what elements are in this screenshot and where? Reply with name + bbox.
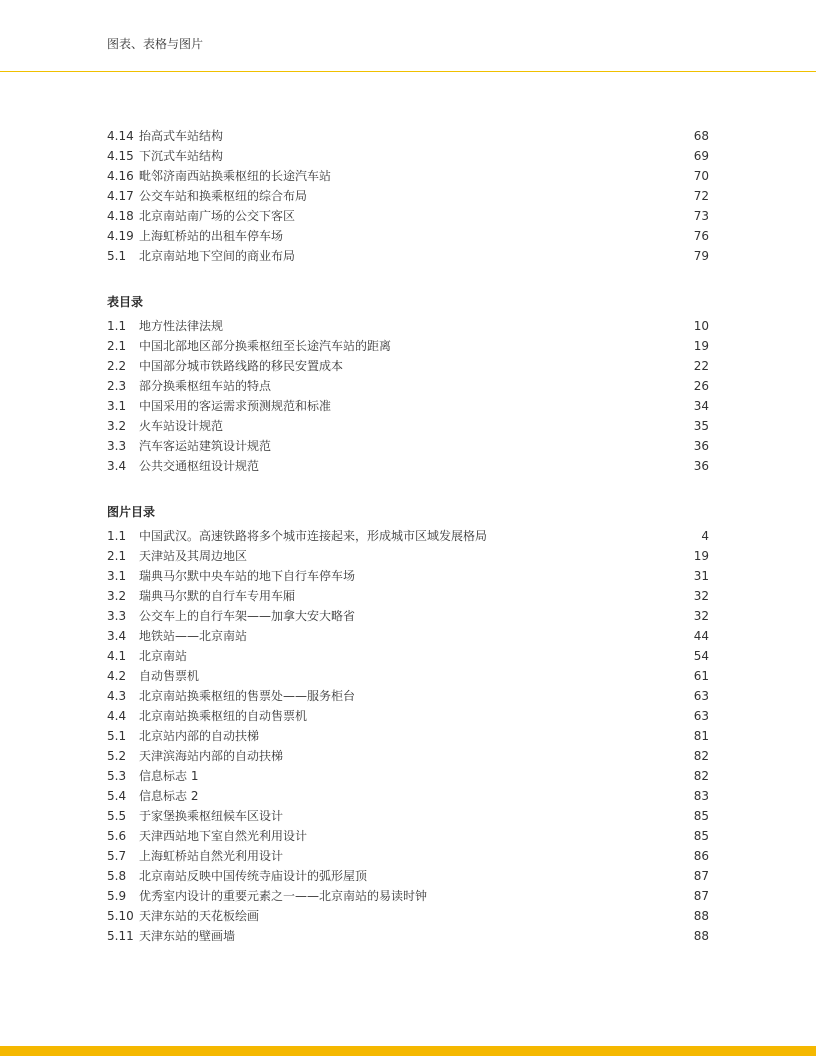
- entry-number: 3.4: [107, 629, 127, 643]
- entry-number: 5.4: [107, 789, 127, 803]
- entry-page-number: 76: [693, 229, 709, 243]
- list-item[interactable]: [107, 246, 709, 266]
- entry-number: 4.16: [107, 169, 134, 183]
- list-item[interactable]: [107, 626, 709, 646]
- list-item[interactable]: [107, 396, 709, 416]
- entry-title: 地方性法律法规: [139, 319, 224, 333]
- tables-heading: 表目录: [107, 295, 144, 309]
- entry-title: 公交车站和换乘枢纽的综合布局: [139, 189, 308, 203]
- entry-page-number: 88: [693, 929, 709, 943]
- entry-page-number: 79: [693, 249, 709, 263]
- entry-page-number: 36: [693, 439, 709, 453]
- entry-title: 公交车上的自行车架——加拿大安大略省: [139, 609, 356, 623]
- entry-number: 5.9: [107, 889, 127, 903]
- entry-number: 5.3: [107, 769, 127, 783]
- entry-page-number: 32: [693, 609, 709, 623]
- entry-page-number: 73: [693, 209, 709, 223]
- entry-title: 抬高式车站结构: [139, 129, 224, 143]
- list-item[interactable]: [107, 746, 709, 766]
- entry-page-number: 10: [693, 319, 709, 333]
- entry-number: 5.10: [107, 909, 134, 923]
- entry-number: 3.3: [107, 439, 127, 453]
- list-item[interactable]: [107, 666, 709, 686]
- entry-title: 上海虹桥站的出租车停车场: [139, 229, 284, 243]
- list-item[interactable]: [107, 786, 709, 806]
- entry-page-number: 86: [693, 849, 709, 863]
- entry-number: 4.1: [107, 649, 127, 663]
- entry-title: 中国北部地区部分换乘枢纽至长途汽车站的距离: [139, 339, 392, 353]
- list-item[interactable]: [107, 166, 709, 186]
- list-item[interactable]: [107, 586, 709, 606]
- entry-title: 信息标志 2: [139, 789, 199, 803]
- entry-title: 北京站内部的自动扶梯: [139, 729, 260, 743]
- list-item[interactable]: [107, 646, 709, 666]
- page-header-title: 图表、表格与图片: [107, 37, 204, 51]
- entry-page-number: 69: [693, 149, 709, 163]
- entry-title: 北京南站换乘枢纽的自动售票机: [139, 709, 308, 723]
- entry-number: 2.2: [107, 359, 127, 373]
- entry-title: 地铁站——北京南站: [139, 629, 248, 643]
- list-item[interactable]: [107, 726, 709, 746]
- list-item[interactable]: [107, 336, 709, 356]
- entry-number: 2.1: [107, 549, 127, 563]
- entry-number: 5.11: [107, 929, 134, 943]
- entry-page-number: 81: [693, 729, 709, 743]
- entry-title: 火车站设计规范: [139, 419, 224, 433]
- entry-page-number: 82: [693, 769, 709, 783]
- entry-number: 4.18: [107, 209, 134, 223]
- entry-title: 中国部分城市铁路线路的移民安置成本: [139, 359, 344, 373]
- picture-list: [107, 526, 709, 946]
- list-item[interactable]: [107, 356, 709, 376]
- entry-title: 瑞典马尔默的自行车专用车厢: [139, 589, 296, 603]
- list-item[interactable]: [107, 566, 709, 586]
- entry-title: 部分换乘枢纽车站的特点: [139, 379, 272, 393]
- entry-number: 4.3: [107, 689, 127, 703]
- entry-title: 北京南站南广场的公交下客区: [139, 209, 296, 223]
- entry-title: 天津东站的天花板绘画: [139, 909, 260, 923]
- entry-number: 5.6: [107, 829, 127, 843]
- entry-page-number: 44: [693, 629, 709, 643]
- footer-bar: [0, 1046, 816, 1056]
- entry-number: 3.1: [107, 399, 127, 413]
- entry-page-number: 36: [693, 459, 709, 473]
- list-item[interactable]: [107, 706, 709, 726]
- list-item[interactable]: [107, 226, 709, 246]
- list-item[interactable]: [107, 926, 709, 946]
- entry-page-number: 72: [693, 189, 709, 203]
- entry-page-number: 83: [693, 789, 709, 803]
- entry-number: 4.4: [107, 709, 127, 723]
- entry-page-number: 88: [693, 909, 709, 923]
- entry-number: 3.2: [107, 589, 127, 603]
- entry-title: 中国武汉。高速铁路将多个城市连接起来，形成城市区域发展格局: [139, 529, 488, 543]
- list-item[interactable]: [107, 436, 709, 456]
- entry-number: 2.3: [107, 379, 127, 393]
- entry-number: 4.2: [107, 669, 127, 683]
- list-item[interactable]: [107, 416, 709, 436]
- entry-page-number: 63: [693, 709, 709, 723]
- entry-number: 3.3: [107, 609, 127, 623]
- entry-number: 2.1: [107, 339, 127, 353]
- list-item[interactable]: [107, 866, 709, 886]
- list-item[interactable]: [107, 826, 709, 846]
- table-list: [107, 316, 709, 476]
- entry-number: 4.15: [107, 149, 134, 163]
- header-divider: [0, 71, 816, 72]
- entry-number: 1.1: [107, 529, 127, 543]
- entry-page-number: 4: [701, 529, 709, 543]
- list-item[interactable]: [107, 186, 709, 206]
- entry-number: 3.2: [107, 419, 127, 433]
- entry-number: 5.1: [107, 729, 127, 743]
- list-item[interactable]: [107, 766, 709, 786]
- entry-title: 北京南站换乘枢纽的售票处——服务柜台: [139, 689, 356, 703]
- list-item[interactable]: [107, 546, 709, 566]
- entry-number: 5.8: [107, 869, 127, 883]
- entry-page-number: 61: [693, 669, 709, 683]
- entry-title: 天津西站地下室自然光利用设计: [139, 829, 308, 843]
- entry-title: 自动售票机: [139, 669, 200, 683]
- entry-number: 5.1: [107, 249, 127, 263]
- entry-title: 北京南站地下空间的商业布局: [139, 249, 296, 263]
- entry-number: 3.4: [107, 459, 127, 473]
- list-item[interactable]: [107, 886, 709, 906]
- entry-title: 瑞典马尔默中央车站的地下自行车停车场: [139, 569, 356, 583]
- list-item[interactable]: [107, 376, 709, 396]
- list-item[interactable]: [107, 526, 709, 546]
- entry-page-number: 70: [693, 169, 709, 183]
- entry-number: 5.5: [107, 809, 127, 823]
- entry-title: 汽车客运站建筑设计规范: [139, 439, 272, 453]
- entry-title: 信息标志 1: [139, 769, 199, 783]
- entry-number: 5.7: [107, 849, 127, 863]
- entry-page-number: 85: [693, 809, 709, 823]
- entry-title: 天津滨海站内部的自动扶梯: [139, 749, 284, 763]
- list-item[interactable]: [107, 146, 709, 166]
- entry-title: 公共交通枢纽设计规范: [139, 459, 260, 473]
- entry-page-number: 82: [693, 749, 709, 763]
- entry-page-number: 19: [693, 339, 709, 353]
- entry-number: 1.1: [107, 319, 127, 333]
- entry-page-number: 54: [693, 649, 709, 663]
- list-item[interactable]: [107, 126, 709, 146]
- entry-page-number: 87: [693, 889, 709, 903]
- figure-list-continued: [107, 126, 709, 266]
- entry-page-number: 31: [693, 569, 709, 583]
- entry-title: 天津站及其周边地区: [139, 549, 248, 563]
- entry-page-number: 63: [693, 689, 709, 703]
- entry-title: 于家堡换乘枢纽候车区设计: [139, 809, 284, 823]
- pictures-heading: 图片目录: [107, 505, 156, 519]
- list-item[interactable]: [107, 456, 709, 476]
- entry-page-number: 85: [693, 829, 709, 843]
- entry-title: 天津东站的壁画墙: [139, 929, 236, 943]
- entry-title: 下沉式车站结构: [139, 149, 224, 163]
- entry-page-number: 22: [693, 359, 709, 373]
- entry-page-number: 26: [693, 379, 709, 393]
- entry-page-number: 32: [693, 589, 709, 603]
- list-item[interactable]: [107, 806, 709, 826]
- entry-title: 上海虹桥站自然光利用设计: [139, 849, 284, 863]
- entry-number: 4.14: [107, 129, 134, 143]
- entry-number: 5.2: [107, 749, 127, 763]
- entry-title: 北京南站反映中国传统寺庙设计的弧形屋顶: [139, 869, 368, 883]
- list-item[interactable]: [107, 846, 709, 866]
- entry-number: 4.17: [107, 189, 134, 203]
- entry-page-number: 19: [693, 549, 709, 563]
- entry-page-number: 34: [693, 399, 709, 413]
- list-item[interactable]: [107, 686, 709, 706]
- entry-number: 3.1: [107, 569, 127, 583]
- entry-title: 中国采用的客运需求预测规范和标准: [139, 399, 332, 413]
- entry-page-number: 87: [693, 869, 709, 883]
- entry-title: 优秀室内设计的重要元素之一——北京南站的易读时钟: [139, 889, 428, 903]
- entry-page-number: 68: [693, 129, 709, 143]
- list-item[interactable]: [107, 606, 709, 626]
- entry-page-number: 35: [693, 419, 709, 433]
- list-item[interactable]: [107, 206, 709, 226]
- list-item[interactable]: [107, 316, 709, 336]
- entry-number: 4.19: [107, 229, 134, 243]
- list-item[interactable]: [107, 906, 709, 926]
- entry-title: 北京南站: [139, 649, 188, 663]
- entry-title: 毗邻济南西站换乘枢纽的长途汽车站: [139, 169, 332, 183]
